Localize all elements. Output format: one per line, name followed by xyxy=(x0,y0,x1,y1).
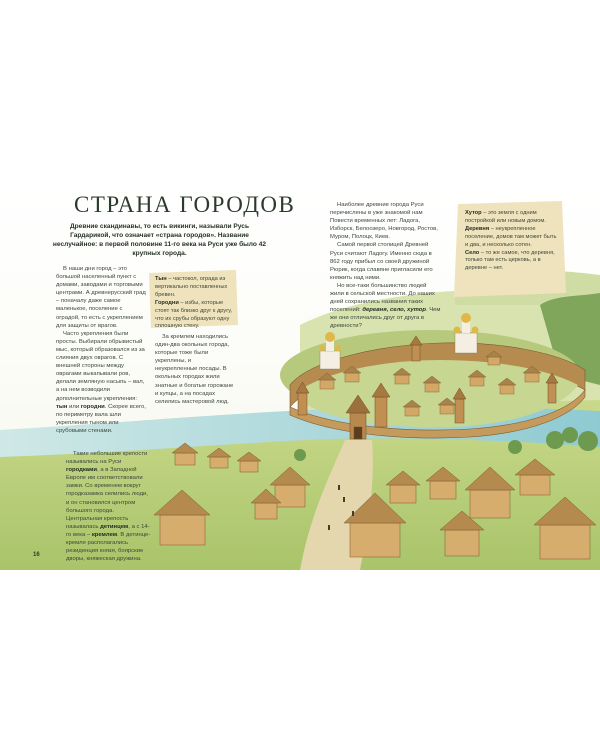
right-column-paragraph-3: Но все-таки большинство людей жили в сельской местности. До наших дней сохранились названия таких поселений: деревня, село, хутор. Чем же они отличались друг от друга в древности? xyxy=(330,282,441,330)
book-spread xyxy=(0,185,600,570)
left-column-text xyxy=(56,265,146,435)
term-derevnya: Деревня xyxy=(465,225,490,232)
term-gorodni: Городни xyxy=(155,299,179,306)
term-khutor: Хутор xyxy=(465,210,482,216)
left-column-paragraph-1: В наши дни город – это большой населенный пункт с домами, заводами и торговыми центрами. А древнерусский град – поначалу даже самое маленькое, поселение с оградой, то есть с укреплением для защиты от врагов. xyxy=(56,266,146,329)
intro-paragraph: Древние скандинавы, то есть викинги, называли Русь Гардарикой, что означает «страна городов». Название неслучайное: в первой половине 11-го века на Руси уже было 42 крупных города. xyxy=(52,223,267,257)
term-tyn: Тын xyxy=(155,276,167,282)
right-column-paragraph-2: Самой первой столицей Древней Руси считают Ладогу. Именно сюда в 862 году прибыл со своей дружиной Рюрик, когда славяне пригласили его княжить над ними. xyxy=(330,242,433,281)
glossary-note: Хутор – это земля с одним постройкой или новым домом. Деревня – неукрепленное поселение, домов там может быть и два, и несколько сотен. Село – то же самое, что деревня, только там есть церковь, а в деревне – нет. xyxy=(465,210,557,272)
page-number: 16 xyxy=(33,552,40,558)
bottom-left-text xyxy=(66,450,152,563)
term-selo: Село xyxy=(465,249,480,256)
bottom-left-paragraph: Такие небольшие крепости назывались на Руси городками, а в Западной Европе им соответствовали замки. Со временем вокруг городказамка селились люди, и он становился центром большого города. Центральная крепость называлась детинцем, а с 14-го века – кремлем. В детинце-кремле располагались резиденция князя, боярские дворы, княжеская дружина. xyxy=(66,451,151,563)
middle-column-text xyxy=(155,333,235,406)
left-column-paragraph-2: Часто укрепления были просты. Выбирали обрывистый мыс, который образовался из за слияния двух оврагов. С внешней стороны между оврагами выкапывали ров, делали земляную насыпь – вал, а на нем возводили дополнительные укрепления: тын или городни. Скорее всего, по периметру вала шли укрепления тыном или срубовыми стенами. xyxy=(56,330,146,434)
tyn-note: Тын – частокол, ограда из вертикально поставленных бревен. Городни – избы, которые стоят так близко друг к другу, что их срубы образуют одну сплошную стену. xyxy=(155,276,233,330)
page-title: СТРАНА ГОРОДОВ xyxy=(74,192,296,217)
right-column-text xyxy=(330,201,442,331)
right-column-paragraph-1: Наиболее древние города Руси перечислены в уже знакомой нам Повести временных лет: Ладога, Изборск, Белоозеро, Новгород, Ростов, Муром, Полоцк, Киев. xyxy=(330,202,438,241)
middle-column-paragraph: За кремлем находились один-два окольных города, которые тоже были укреплены, и неукрепленные посады. В окольных городах жили знатные и богатые горожане и купцы, а на посадах селились мастеровой люд. xyxy=(155,334,234,405)
